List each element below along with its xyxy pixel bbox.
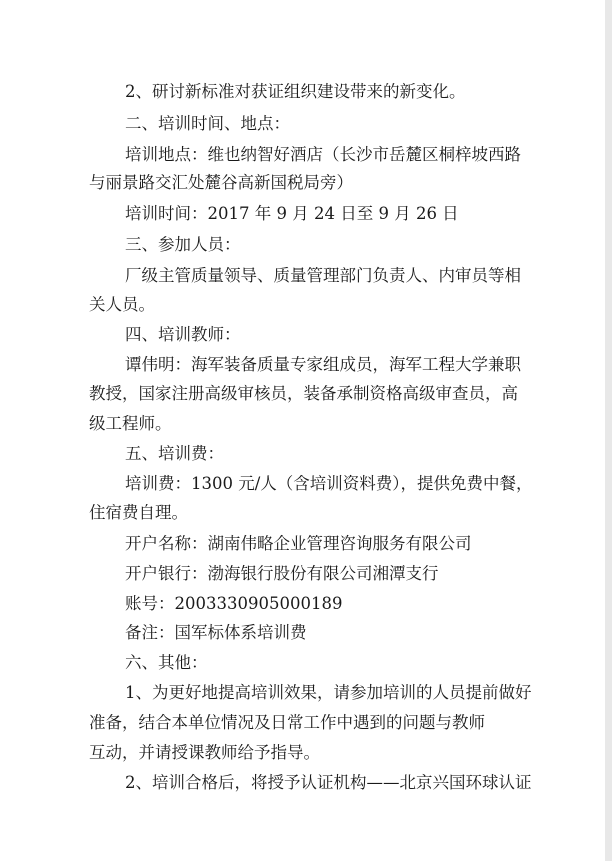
scan-edge — [605, 0, 612, 861]
document-page: 2、研讨新标准对获证组织建设带来的新变化。 二、培训时间、地点： 培训地点：维也纳智好酒店（长沙市岳麓区桐梓坡西路 与丽景路交汇处麓谷高新国税局旁） 培训时间：2017 年 9 月 24 日至 9 月 26 日 三、参加人员： 厂级主管质量领导、质量管理部门负责人、内审员等相 关人员。 四、培训教师： 谭伟明：海军装备质量专家组成员，海军工程大学兼职 教授，国家注册高级审核员，装备承制资格高级审查员，高 级工程师。 五、培训费： 培训费：1300 元/人（含培训资料费），提供免费中餐， 住宿费自理。 开户名称：湖南伟略企业管理咨询服务有限公司 开户银行：渤海银行股份有限公司湘潭支行 账号：2003330905000189 备注：国军标体系培训费 六、其他： 1、为更好地提高培训效果，请参加培训的人员提前做好 准备，结合本单位情况及日常工作中遇到的问题与教师 互动，并请授课教师给予指导。 2、培训合格后，将授予认证机构——北京兴国环球认证 — [0, 0, 612, 861]
